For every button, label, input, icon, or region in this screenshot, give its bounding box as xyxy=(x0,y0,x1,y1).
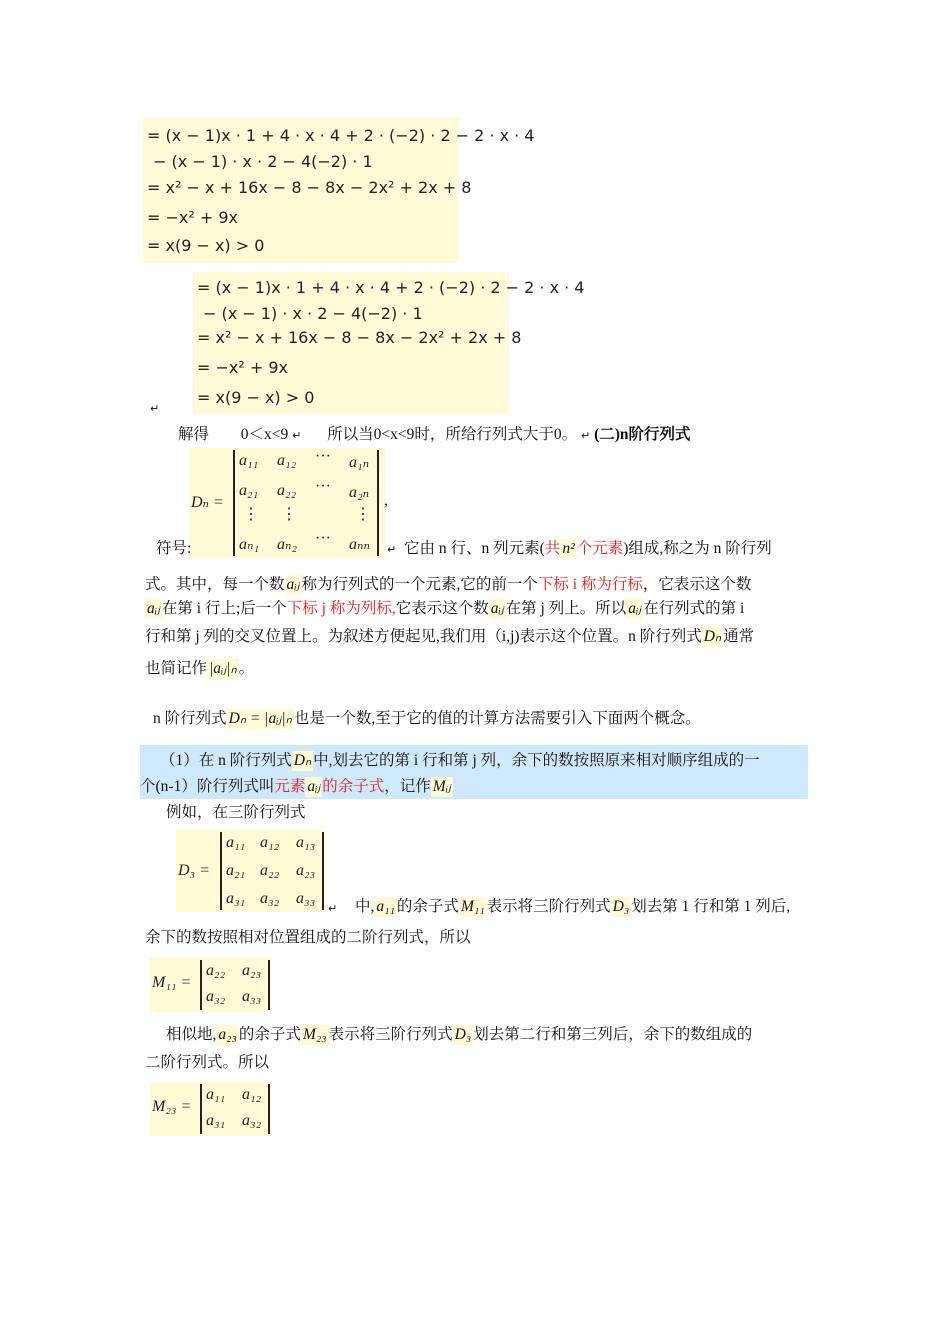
paragraph-mark: ↵ xyxy=(150,402,160,415)
dn-determinant: Dₙ = a₁₁ a₁₂ ··· a₁ₙ a₂₁ a₂₂ ··· a₂ₙ ⋮ ⋮ ⋮ aₙ₁ aₙ₂ ··· aₙₙ xyxy=(189,448,385,558)
para1-line1: 符号: xyxy=(156,540,192,557)
example-line3: 相似地, a₂₃ 的余子式 M₂₃ 表示将三阶行列式 D₃ 划去第二行和第三列后，余下的数组成的 xyxy=(166,1026,753,1043)
definition-line2: 个(n-1）阶行列式叫元素 aᵢⱼ 的余子式，记作 Mᵢⱼ xyxy=(140,778,451,795)
solution-range: 0＜x<9 xyxy=(240,426,289,443)
derivation-line: − (x − 1) · x · 2 − 4(−2) · 1 xyxy=(203,304,423,323)
para1-line3: aᵢⱼ 在第 i 行上;后一个下标 j 称为列标,它表示这个数 aᵢⱼ 在第 j 列上。所以 aᵢⱼ 在行列式的第 i xyxy=(147,600,745,617)
derivation-line: = x² − x + 16x − 8 − 8x − 2x² + 2x + 8 xyxy=(197,328,522,347)
derivation-line: = x(9 − x) > 0 xyxy=(147,236,265,255)
derivation-block-1 xyxy=(143,118,535,263)
derivation-line: = x(9 − x) > 0 xyxy=(197,388,315,407)
dn-lhs: Dₙ = xyxy=(191,494,224,511)
example-line4: 二阶行列式。所以 xyxy=(145,1054,270,1071)
solution-label: 解得 xyxy=(178,426,210,443)
dn-comma: , xyxy=(384,492,388,509)
para1-line1b: 它由 n 行、n 列元素(共 n² 个元素)组成,称之为 n 阶行列 xyxy=(404,540,772,557)
para2: n 阶行列式 Dₙ = |aᵢⱼ|ₙ 也是一个数,至于它的值的计算方法需要引入下面两个概念。 xyxy=(153,710,701,727)
section-title: (二)n阶行列式 xyxy=(594,426,691,443)
example-line1: 中, a₁₁ 的余子式 M₁₁ 表示将三阶行列式 D₃ 划去第 1 行和第 1 列后, xyxy=(355,898,791,915)
para1-line5: 也简记作 |aᵢⱼ|ₙ 。 xyxy=(145,660,255,677)
derivation-block-2 xyxy=(193,272,585,414)
example-line2: 余下的数按照相对位置组成的二阶行列式，所以 xyxy=(145,929,471,946)
derivation-line: = (x − 1)x · 1 + 4 · x · 4 + 2 · (−2) · 2 − 2 · x · 4 xyxy=(147,126,535,145)
derivation-line: = −x² + 9x xyxy=(147,208,239,227)
solution-line: 解得 0＜x<9 ↵ 所以当0<x<9时，所给行列式大于0。 ↵ (二)n阶行列式 xyxy=(178,426,691,443)
derivation-line: = −x² + 9x xyxy=(197,358,289,377)
d3-determinant: D₃ = a₁₁ a₁₂ a₁₃ a₂₁ a₂₂ a₂₃ a₃₁ a₃₂ a₃₃ xyxy=(176,830,326,912)
derivation-line: − (x − 1) · x · 2 − 4(−2) · 1 xyxy=(153,152,373,171)
definition-line1: （1）在 n 阶行列式 Dₙ 中,划去它的第 i 行和第 j 列，余下的数按照原来相对顺序组成的一 xyxy=(160,752,760,769)
para1-line2: 式。其中，每一个数 aᵢⱼ 称为行列式的一个元素,它的前一个下标 i 称为行标，它表示这个数 xyxy=(145,576,752,593)
solution-conclusion: 所以当0<x<9时，所给行列式大于0。 xyxy=(327,426,578,443)
m11-determinant: M₁₁ = a₂₂ a₂₃ a₃₂ a₃₃ xyxy=(150,958,272,1012)
derivation-line: = (x − 1)x · 1 + 4 · x · 4 + 2 · (−2) · 2 − 2 · x · 4 xyxy=(197,278,585,297)
example-intro: 例如，在三阶行列式 xyxy=(166,804,306,821)
derivation-line: = x² − x + 16x − 8 − 8x − 2x² + 2x + 8 xyxy=(147,178,472,197)
para1-line4: 行和第 j 列的交叉位置上。为叙述方便起见,我们用（i,j)表示这个位置。n 阶行列式 Dₙ 通常 xyxy=(145,628,755,645)
m23-determinant: M₂₃ = a₁₁ a₁₂ a₃₁ a₃₂ xyxy=(150,1082,272,1136)
